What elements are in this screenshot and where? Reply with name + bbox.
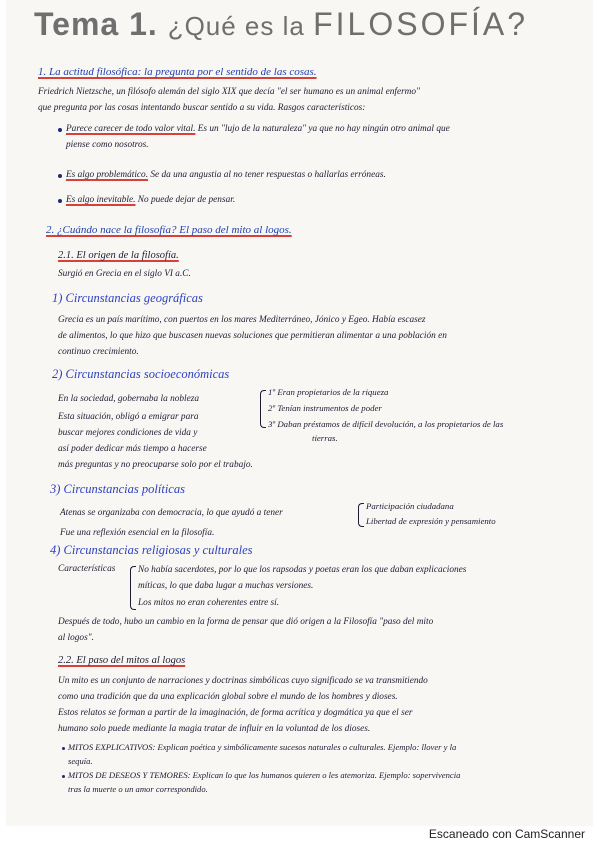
socio-line: buscar mejores condiciones de vida y: [58, 428, 198, 438]
subsection-2-2-heading: 2.2. El paso del mitos al logos: [58, 655, 186, 666]
title-question: ¿Qué es la: [167, 11, 314, 41]
s1-bullet-1: [66, 123, 450, 135]
socio-line: más preguntas y no preocuparse solo por el trabajo.: [58, 460, 253, 470]
bullet-dot: [58, 128, 62, 132]
rel-item-3: Los mitos no eran coherentes entre sí.: [138, 598, 280, 608]
brace: [260, 390, 266, 428]
socio-item-1: 1º Eran propietarios de la riqueza: [268, 387, 389, 397]
rel-label: Características: [58, 564, 116, 574]
socio-item-3: 3º Daban préstamos de difícil devolución, a los propietarios de las: [268, 419, 504, 429]
section-1-heading: 1. La actitud filosófica: la pregunta por el sentido de las cosas.: [38, 66, 317, 78]
subsection-2-1-heading: 2.1. El origen de la filosofía.: [58, 250, 179, 261]
bullet-1-text: Es un "lujo de la naturaleza" ya que no hay ningún otro animal que: [195, 124, 450, 134]
bullet-3-highlight: Es algo inevitable.: [66, 195, 136, 205]
brace: [130, 566, 136, 610]
pol-heading: 3) Circunstancias políticas: [50, 482, 185, 496]
s21-line: Surgió en Grecia en el siglo VI a.C.: [58, 269, 191, 279]
s22-line: Estos relatos se forman a partir de la imaginación, de forma acrítica y dogmática ya que el ser: [58, 708, 413, 718]
pol-line: Fue una reflexión esencial en la filosofía.: [60, 528, 215, 538]
s1-bullet-2: [66, 169, 386, 181]
geo-line: de alimentos, lo que hizo que buscasen nuevas soluciones que permitieran alimentar a una población en: [58, 331, 447, 341]
title-filosofia: FILOSOFÍA?: [313, 6, 529, 42]
s1-bullet-1-cont: piense como nosotros.: [66, 140, 149, 150]
s1-bullet-3: [66, 194, 235, 206]
s1-paragraph-line: que pregunta por las cosas intentando buscar sentido a su vida. Rasgos característicos:: [38, 103, 366, 113]
s22-bullet-1: MITOS EXPLICATIVOS: Explican poética y simbólicamente sucesos naturales o culturales. Ejemplo: llover y la: [68, 742, 457, 752]
bullet-dot: [58, 199, 62, 203]
socio-item-2: 2º Tenían instrumentos de poder: [268, 403, 382, 413]
socio-heading: 2) Circunstancias socioeconómicas: [52, 367, 230, 381]
bullet-3-text: No puede dejar de pensar.: [135, 195, 236, 205]
pol-option-1: Participación ciudadana: [366, 501, 454, 511]
brace: [358, 503, 364, 527]
rel-item-1: No había sacerdotes, por lo que los rapsodas y poetas eran los que daban explicaciones: [138, 565, 467, 575]
rel-item-2: míticas, lo que daba lugar a muchas versiones.: [138, 581, 314, 591]
pol-option-2: Libertad de expresión y pensamiento: [366, 516, 496, 526]
geo-line: Grecia es un país marítimo, con puertos en los mares Mediterráneo, Jónico y Egeo. Había escasez: [58, 315, 426, 325]
rel-after-line: al logos".: [58, 633, 94, 643]
socio-line: así poder dedicar más tiempo a hacerse: [58, 444, 207, 454]
bullet-2-text: Se da una angustia al no tener respuestas o hallarlas erróneas.: [148, 170, 386, 180]
geo-heading: 1) Circunstancias geográficas: [52, 291, 203, 305]
geo-line: continuo crecimiento.: [58, 347, 139, 357]
bullet-dot: [58, 174, 62, 178]
rel-heading: 4) Circunstancias religiosas y culturales: [50, 543, 253, 557]
bullet-dot: [62, 747, 65, 750]
bullet-2-highlight: Es algo problemático.: [66, 170, 149, 180]
s22-line: humano solo puede mediante la magia tratar de influir en la voluntad de los dioses.: [58, 724, 371, 734]
s22-bullet-2-cont: tras la muerte o un amor correspondido.: [68, 784, 208, 794]
s22-bullet-1-cont: sequía.: [68, 756, 93, 766]
rel-after-line: Después de todo, hubo un cambio en la forma de pensar que dió origen a la Filosofía "paso del mito: [58, 617, 434, 627]
s22-line: Un mito es un conjunto de narraciones y doctrinas simbólicas cuyo significado se va transmitiendo: [58, 676, 428, 686]
socio-item-3-cont: tierras.: [312, 433, 338, 443]
socio-line: Esta situación, obligó a emigrar para: [58, 412, 199, 422]
section-2-heading: 2. ¿Cuándo nace la filosofía? El paso del mito al logos.: [46, 224, 292, 236]
s1-paragraph-line: Friedrich Nietzsche, un filósofo alemán del siglo XIX que decía "el ser humano es un animal enfermo": [38, 87, 420, 97]
title-tema: Tema 1.: [34, 6, 158, 42]
bullet-dot: [62, 775, 65, 778]
bullet-1-highlight: Parece carecer de todo valor vital.: [66, 124, 196, 134]
page-title: [34, 6, 528, 43]
socio-line: En la sociedad, gobernaba la nobleza: [58, 394, 199, 404]
pol-line: Atenas se organizaba con democracia, lo que ayudó a tener: [60, 508, 283, 518]
scanner-watermark: Escaneado con CamScanner: [428, 827, 585, 841]
s22-line: como una tradición que da una explicación global sobre el mundo de los hombres y dioses.: [58, 692, 398, 702]
s22-bullet-2: MITOS DE DESEOS Y TEMORES: Explican lo que los humanos quieren o les atemoriza. Ejemplo: sopervivencia: [68, 770, 461, 780]
